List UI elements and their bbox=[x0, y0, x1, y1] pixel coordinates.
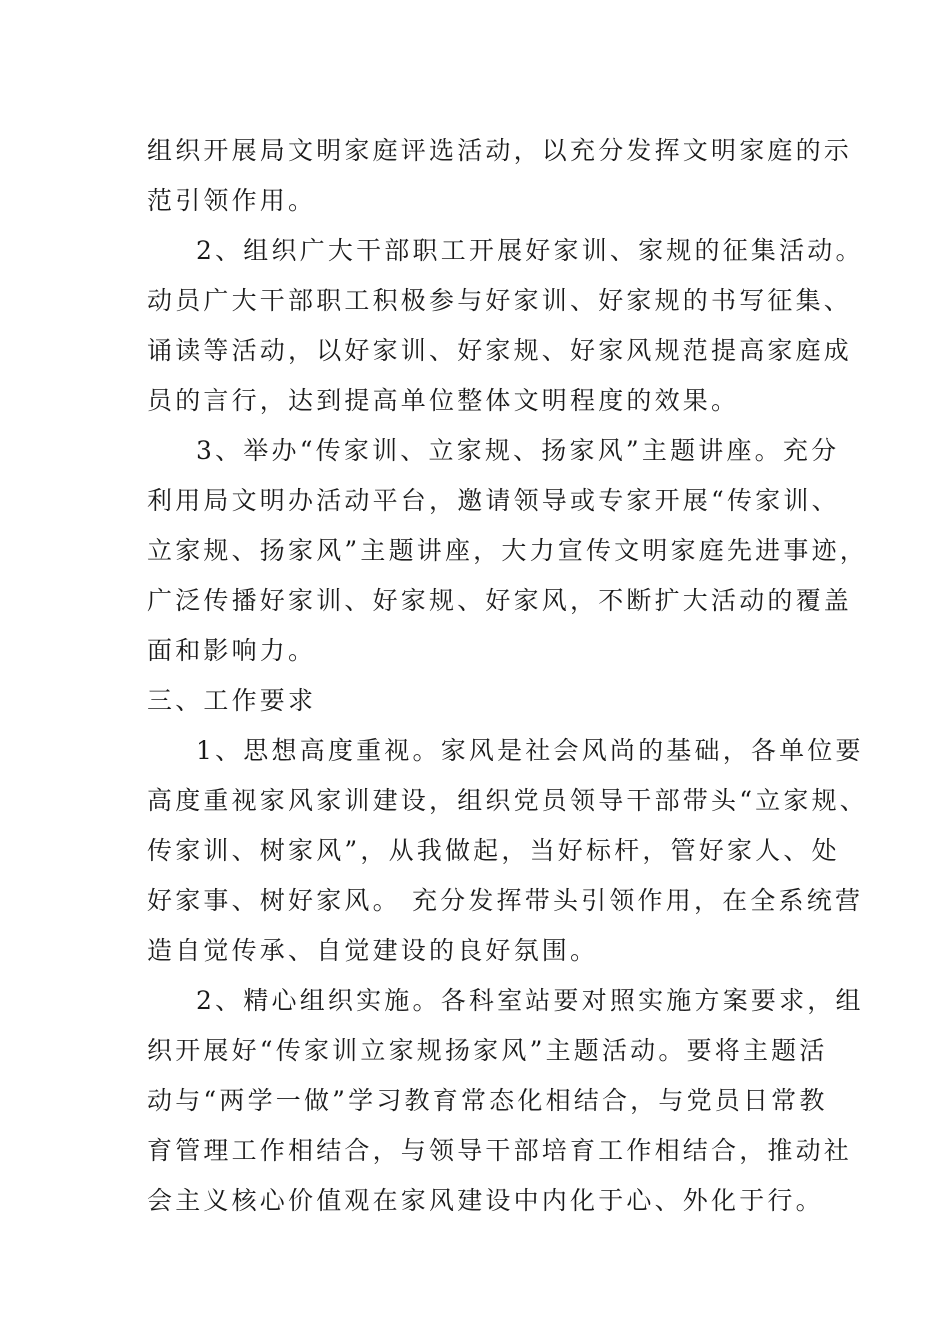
text-line: 动与“两学一做”学习教育常态化相结合，与党员日常教 bbox=[147, 1086, 828, 1115]
paragraph-start-line: 2、组织广大干部职工开展好家训、家规的征集活动。 bbox=[196, 236, 864, 265]
text-line: 广泛传播好家训、好家规、好家风，不断扩大活动的覆盖 bbox=[147, 586, 853, 615]
text-line: 组织开展局文明家庭评选活动，以充分发挥文明家庭的示 bbox=[147, 136, 853, 165]
paragraph-start-line: 1、思想高度重视。家风是社会风尚的基础，各单位要 bbox=[196, 736, 864, 765]
text-line: 范引领作用。 bbox=[147, 186, 317, 215]
text-line: 育管理工作相结合，与领导干部培育工作相结合，推动社 bbox=[147, 1136, 853, 1165]
section-heading: 三、工作要求 bbox=[147, 686, 317, 715]
text-line: 好家事、树好家风。 充分发挥带头引领作用，在全系统营 bbox=[147, 886, 864, 915]
text-line: 面和影响力。 bbox=[147, 636, 317, 665]
text-line: 织开展好“传家训立家规扬家风”主题活动。要将主题活 bbox=[147, 1036, 828, 1065]
text-line: 诵读等活动，以好家训、好家规、好家风规范提高家庭成 bbox=[147, 336, 853, 365]
text-line: 会主义核心价值观在家风建设中内化于心、外化于行。 bbox=[147, 1186, 824, 1215]
text-line: 动员广大干部职工积极参与好家训、好家规的书写征集、 bbox=[147, 286, 853, 315]
text-line: 立家规、扬家风”主题讲座，大力宣传文明家庭先进事迹， bbox=[147, 536, 868, 565]
text-line: 利用局文明办活动平台，邀请领导或专家开展“传家训、 bbox=[147, 486, 840, 515]
text-line: 员的言行，达到提高单位整体文明程度的效果。 bbox=[147, 386, 740, 415]
text-line: 高度重视家风家训建设，组织党员领导干部带头“立家规、 bbox=[147, 786, 868, 815]
paragraph-start-line: 3、举办“传家训、立家规、扬家风”主题讲座。充分 bbox=[196, 436, 840, 465]
text-line: 传家训、树家风”，从我做起，当好标杆，管好家人、处 bbox=[147, 836, 840, 865]
text-line: 造自觉传承、自觉建设的良好氛围。 bbox=[147, 936, 599, 965]
paragraph-start-line: 2、精心组织实施。各科室站要对照实施方案要求，组 bbox=[196, 986, 864, 1015]
